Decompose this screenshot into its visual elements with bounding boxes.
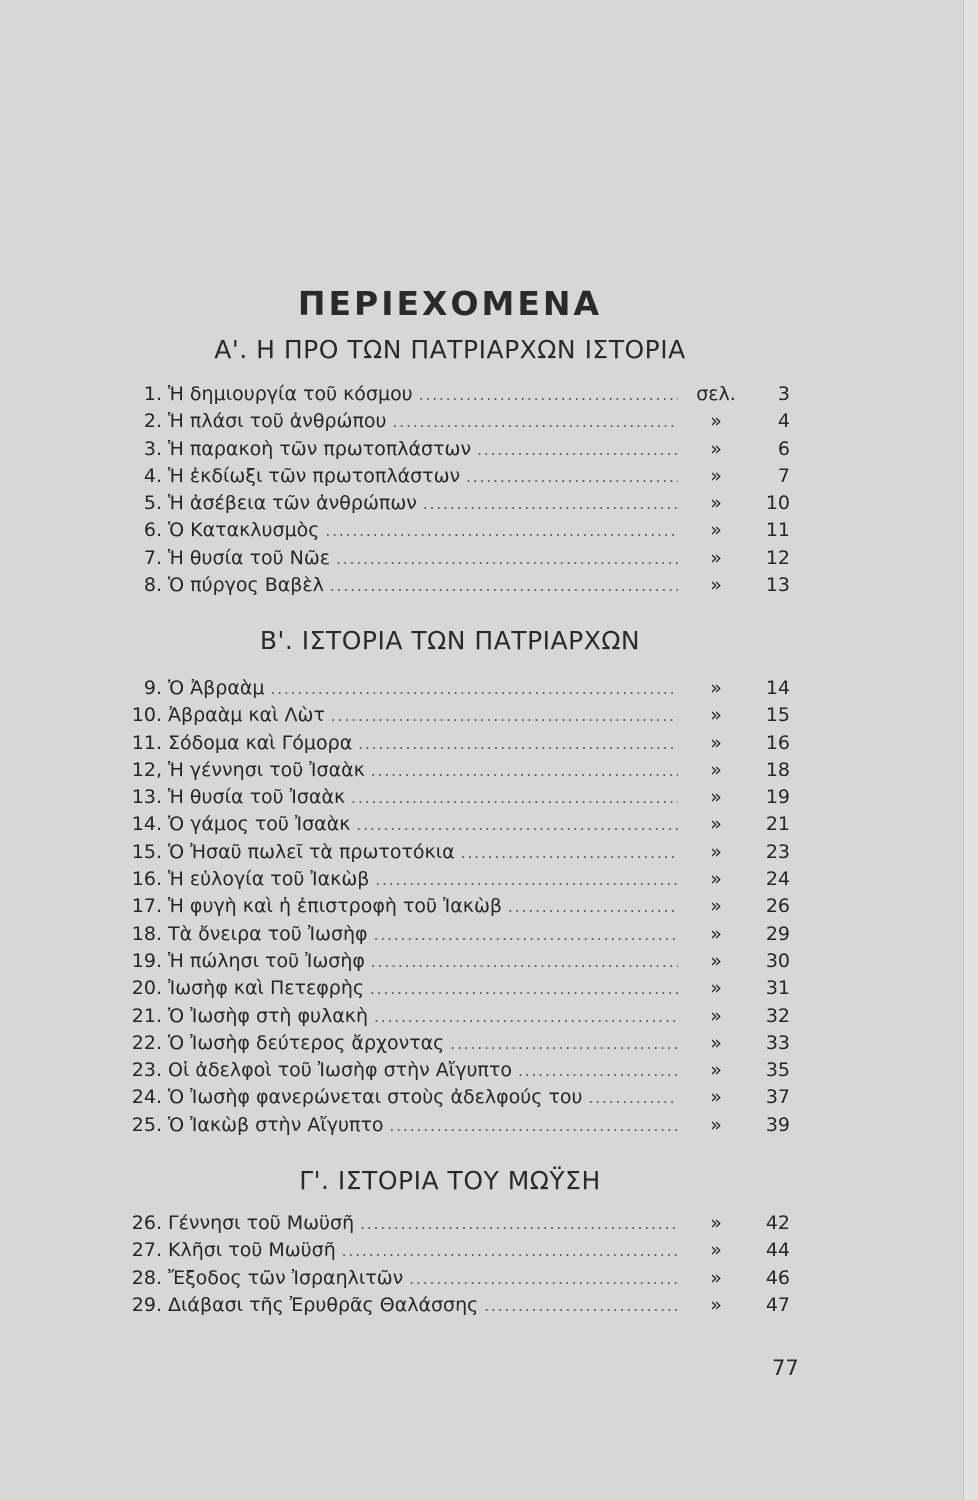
- dot-leader: [589, 1089, 678, 1107]
- dot-leader: [393, 413, 678, 431]
- dot-leader: [374, 1008, 678, 1026]
- entry-title: Ὁ Ἰωσὴφ φανερώνεται στοὺς ἀδελφούς του: [168, 1086, 583, 1109]
- dot-leader: [450, 1035, 678, 1053]
- toc-entry[interactable]: [110, 1267, 790, 1294]
- toc-entry[interactable]: [110, 438, 790, 465]
- entry-number: 24.: [131, 1086, 162, 1109]
- entry-page: 47: [765, 1293, 790, 1316]
- section-heading-b: Β'. ΙΣΤΟΡΙΑ ΤΩΝ ΠΑΤΡΙΑΡΧΩΝ: [259, 626, 641, 655]
- page-prefix: »: [710, 546, 722, 569]
- dot-leader: [409, 1270, 678, 1288]
- entry-title: Κλῆσι τοῦ Μωϋσῆ: [168, 1239, 336, 1262]
- entry-title: Ἡ θυσία τοῦ Ἰσαὰκ: [168, 786, 346, 809]
- page-prefix: »: [710, 1086, 722, 1109]
- dot-leader: [390, 1117, 678, 1135]
- page-prefix: »: [710, 410, 722, 433]
- entry-number: 3.: [143, 437, 162, 460]
- toc-entry[interactable]: [110, 950, 790, 977]
- page-prefix: »: [710, 895, 722, 918]
- page-prefix: »: [710, 574, 722, 597]
- entry-title: Ὁ Ἰωσὴφ δεύτερος ἄρχοντας: [168, 1031, 445, 1054]
- entry-title: Ἀβραὰμ καὶ Λὼτ: [168, 704, 325, 727]
- entry-number: 12,: [131, 758, 162, 781]
- entry-title: Σόδομα καὶ Γόμορα: [168, 731, 353, 754]
- page-prefix: »: [710, 731, 722, 754]
- page-prefix: »: [710, 492, 722, 515]
- entry-page: 14: [765, 677, 790, 699]
- dot-leader: [374, 926, 678, 944]
- entry-page: 12: [765, 546, 790, 569]
- entry-number: 9.: [143, 677, 162, 699]
- toc-list-b: [110, 677, 790, 1141]
- toc-entry[interactable]: [110, 1059, 790, 1086]
- toc-entry[interactable]: [110, 383, 790, 410]
- entry-page: 24: [765, 868, 790, 891]
- toc-entry[interactable]: [110, 547, 790, 574]
- entry-title: Ἡ ἀσέβεια τῶν ἀνθρώπων: [168, 492, 417, 515]
- dot-leader: [356, 816, 678, 834]
- entry-page: 37: [765, 1086, 790, 1109]
- entry-title: Ἡ πώλησι τοῦ Ἰωσὴφ: [168, 949, 365, 972]
- toc-entry[interactable]: [110, 410, 790, 437]
- entry-title: Ὁ γάμος τοῦ Ἰσαὰκ: [168, 813, 351, 836]
- dot-leader: [370, 980, 678, 998]
- entry-title: Οἱ ἀδελφοὶ τοῦ Ἰωσὴφ στὴν Αἴγυπτο: [168, 1059, 512, 1082]
- page-prefix: »: [710, 1293, 722, 1316]
- entry-page: 18: [765, 758, 790, 781]
- entry-page: 6: [777, 437, 790, 460]
- toc-entry[interactable]: [110, 895, 790, 922]
- toc-list-c: [110, 1212, 790, 1321]
- toc-list-a: [110, 383, 790, 601]
- section-heading-a: Α'. Η ΠΡΟ ΤΩΝ ΠΑΤΡΙΑΡΧΩΝ ΙΣΤΟΡΙΑ: [214, 335, 686, 364]
- entry-page: 19: [765, 786, 790, 809]
- toc-entry[interactable]: [110, 1032, 790, 1059]
- page-prefix: »: [710, 1031, 722, 1054]
- page-prefix: »: [710, 786, 722, 809]
- entry-page: 39: [765, 1113, 790, 1136]
- page-prefix: σελ.: [696, 383, 736, 405]
- page-prefix: »: [710, 1266, 722, 1289]
- toc-entry[interactable]: [110, 1239, 790, 1266]
- entry-title: Ὁ πύργος Βαβὲλ: [168, 574, 324, 597]
- dot-leader: [508, 898, 678, 916]
- entry-number: 4.: [143, 464, 162, 487]
- toc-entry[interactable]: [110, 574, 790, 601]
- page-prefix: »: [710, 704, 722, 727]
- entry-number: 27.: [131, 1239, 162, 1262]
- entry-page: 4: [777, 410, 790, 433]
- entry-page: 30: [765, 949, 790, 972]
- dot-leader: [419, 386, 678, 404]
- entry-title: Τὰ ὄνειρα τοῦ Ἰωσὴφ: [168, 922, 368, 945]
- entry-number: 8.: [143, 574, 162, 597]
- entry-title: Ἡ πλάσι τοῦ ἀνθρώπου: [168, 410, 387, 433]
- page-title: ΠΕΡΙΕΧΟΜΕΝΑ: [297, 284, 603, 324]
- entry-page: 42: [765, 1212, 790, 1234]
- entry-title: Ἰωσὴφ καὶ Πετεφρὴς: [168, 977, 365, 1000]
- page-prefix: »: [710, 464, 722, 487]
- entry-number: 14.: [131, 813, 162, 836]
- toc-entry[interactable]: [110, 492, 790, 519]
- toc-entry[interactable]: [110, 868, 790, 895]
- entry-title: Ὁ Ἰακὼβ στὴν Αἴγυπτο: [168, 1113, 384, 1136]
- entry-title: Ἡ ἐκδίωξι τῶν πρωτοπλάστων: [168, 464, 461, 487]
- entry-number: 1.: [143, 383, 162, 405]
- toc-entry[interactable]: [110, 977, 790, 1004]
- entry-page: 13: [765, 574, 790, 597]
- entry-page: 15: [765, 704, 790, 727]
- dot-leader: [358, 735, 678, 753]
- entry-number: 2.: [143, 410, 162, 433]
- dot-leader: [461, 844, 678, 862]
- entry-number: 10.: [131, 704, 162, 727]
- page-prefix: »: [710, 519, 722, 542]
- entry-number: 5.: [143, 492, 162, 515]
- toc-entry[interactable]: [110, 704, 790, 731]
- entry-title: Ἡ γέννησι τοῦ Ἰσαὰκ: [168, 758, 365, 781]
- entry-title: Διάβασι τῆς Ἐρυθρᾶς Θαλάσσης: [168, 1293, 479, 1316]
- entry-number: 20.: [131, 977, 162, 1000]
- entry-page: 32: [765, 1004, 790, 1027]
- entry-page: 11: [765, 519, 790, 542]
- dot-leader: [270, 680, 678, 698]
- toc-entry[interactable]: [110, 786, 790, 813]
- entry-page: 44: [765, 1239, 790, 1262]
- entry-page: 21: [765, 813, 790, 836]
- dot-leader: [371, 953, 678, 971]
- toc-entry[interactable]: [110, 841, 790, 868]
- toc-entry[interactable]: [110, 923, 790, 950]
- toc-entry[interactable]: [110, 1086, 790, 1113]
- toc-entry[interactable]: [110, 732, 790, 759]
- page-prefix: »: [710, 437, 722, 460]
- entry-number: 23.: [131, 1059, 162, 1082]
- entry-title: Ὁ Κατακλυσμὸς: [168, 519, 320, 542]
- dot-leader: [336, 550, 678, 568]
- entry-page: 35: [765, 1059, 790, 1082]
- entry-title: Ἡ παρακοὴ τῶν πρωτοπλάστων: [168, 437, 472, 460]
- page-prefix: »: [710, 1239, 722, 1262]
- page-prefix: »: [710, 922, 722, 945]
- entry-title: Ἡ δημιουργία τοῦ κόσμου: [168, 383, 413, 405]
- page-number: 77: [772, 1356, 799, 1380]
- entry-number: 16.: [131, 868, 162, 891]
- entry-title: Ἡ θυσία τοῦ Νῶε: [168, 546, 331, 569]
- entry-title: Ἔξοδος τῶν Ἰσραηλιτῶν: [168, 1266, 404, 1289]
- dot-leader: [342, 1242, 678, 1260]
- dot-leader: [360, 1215, 678, 1233]
- entry-number: 19.: [131, 949, 162, 972]
- entry-page: 31: [765, 977, 790, 1000]
- entry-number: 13.: [131, 786, 162, 809]
- entry-number: 28.: [131, 1266, 162, 1289]
- toc-entry[interactable]: [110, 1212, 790, 1239]
- entry-page: 23: [765, 840, 790, 863]
- page-prefix: »: [710, 1059, 722, 1082]
- dot-leader: [331, 707, 678, 725]
- dot-leader: [518, 1062, 678, 1080]
- entry-number: 22.: [131, 1031, 162, 1054]
- entry-page: 3: [777, 383, 790, 405]
- entry-number: 6.: [143, 519, 162, 542]
- entry-page: 29: [765, 922, 790, 945]
- page-prefix: »: [710, 758, 722, 781]
- dot-leader: [330, 577, 678, 595]
- page-prefix: »: [710, 949, 722, 972]
- entry-page: 26: [765, 895, 790, 918]
- page-prefix: »: [710, 1004, 722, 1027]
- section-heading-c: Γ'. ΙΣΤΟΡΙΑ ΤΟΥ ΜΩΫΣΗ: [299, 1166, 601, 1195]
- entry-number: 25.: [131, 1113, 162, 1136]
- dot-leader: [484, 1297, 678, 1315]
- toc-entry[interactable]: [110, 1005, 790, 1032]
- page-prefix: »: [710, 977, 722, 1000]
- dot-leader: [351, 789, 678, 807]
- entry-title: Ἡ εὐλογία τοῦ Ἰακὼβ: [168, 868, 370, 891]
- entry-page: 46: [765, 1266, 790, 1289]
- entry-page: 33: [765, 1031, 790, 1054]
- entry-page: 7: [777, 464, 790, 487]
- entry-number: 15.: [131, 840, 162, 863]
- page-edge: [963, 0, 978, 1500]
- entry-number: 11.: [131, 731, 162, 754]
- toc-entry[interactable]: [110, 465, 790, 492]
- page-prefix: »: [710, 1212, 722, 1234]
- page-prefix: »: [710, 840, 722, 863]
- dot-leader: [375, 871, 678, 889]
- toc-entry[interactable]: [110, 1114, 790, 1141]
- toc-entry[interactable]: [110, 677, 790, 704]
- entry-number: 18.: [131, 922, 162, 945]
- entry-number: 7.: [143, 546, 162, 569]
- entry-title: Ὁ Ἠσαῦ πωλεῖ τὰ πρωτοτόκια: [168, 840, 455, 863]
- page-prefix: »: [710, 813, 722, 836]
- dot-leader: [477, 441, 678, 459]
- entry-title: Γέννησι τοῦ Μωϋσῆ: [168, 1212, 355, 1234]
- entry-page: 16: [765, 731, 790, 754]
- dot-leader: [423, 495, 678, 513]
- entry-number: 29.: [131, 1293, 162, 1316]
- entry-number: 17.: [131, 895, 162, 918]
- dot-leader: [371, 762, 678, 780]
- entry-number: 21.: [131, 1004, 162, 1027]
- entry-page: 10: [765, 492, 790, 515]
- toc-entry[interactable]: [110, 519, 790, 546]
- toc-entry[interactable]: [110, 813, 790, 840]
- dot-leader: [466, 468, 678, 486]
- page-prefix: »: [710, 868, 722, 891]
- page-prefix: »: [710, 677, 722, 699]
- entry-title: Ὁ Ἀβραὰμ: [168, 677, 265, 699]
- toc-entry[interactable]: [110, 1294, 790, 1321]
- entry-title: Ἡ φυγὴ καὶ ἡ ἐπιστροφὴ τοῦ Ἰακὼβ: [168, 895, 503, 918]
- entry-title: Ὁ Ἰωσὴφ στὴ φυλακὴ: [168, 1004, 369, 1027]
- page-prefix: »: [710, 1113, 722, 1136]
- dot-leader: [325, 522, 678, 540]
- entry-number: 26.: [131, 1212, 162, 1234]
- toc-entry[interactable]: [110, 759, 790, 786]
